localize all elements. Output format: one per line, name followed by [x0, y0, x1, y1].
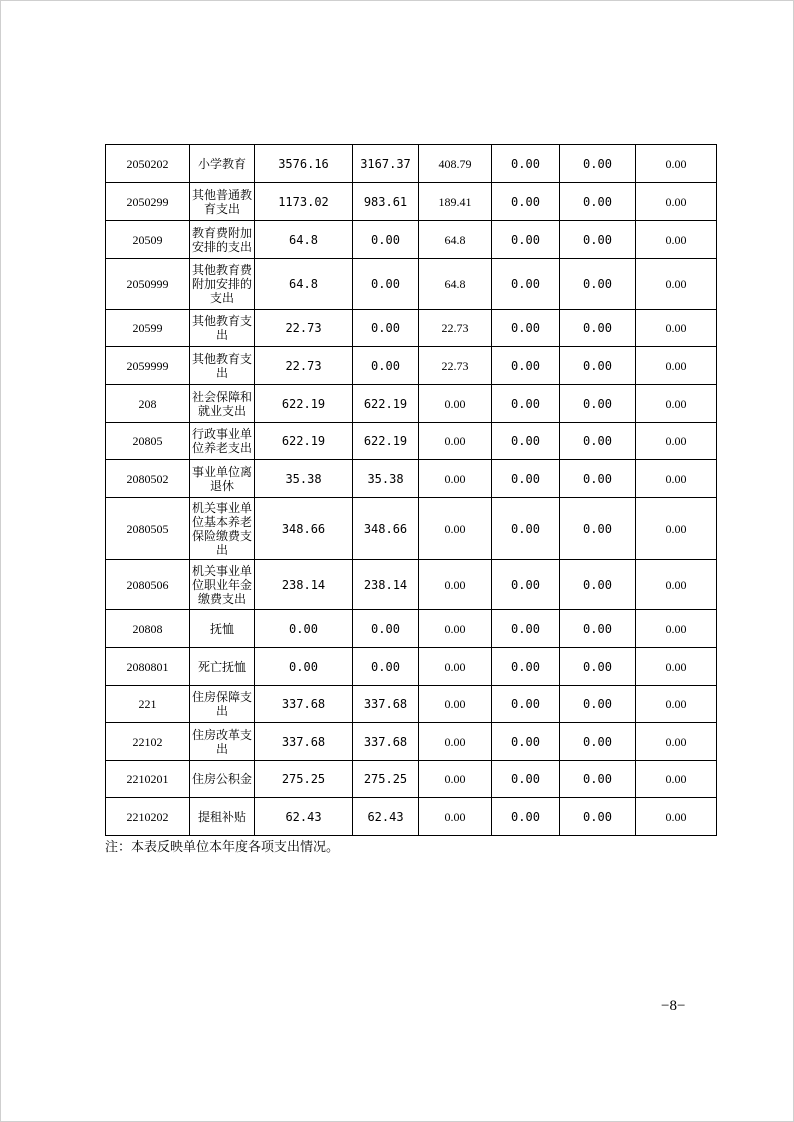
project-value: 0.00: [419, 761, 492, 798]
total-value: 0.00: [255, 610, 353, 648]
project-value: 64.8: [419, 221, 492, 259]
total-value: 1173.02: [255, 183, 353, 221]
col5-value: 0.00: [560, 460, 636, 498]
subject-code: 20805: [106, 423, 190, 460]
col6-value: 0.00: [636, 259, 717, 310]
project-value: 189.41: [419, 183, 492, 221]
basic-value: 0.00: [353, 648, 419, 686]
col5-value: 0.00: [560, 761, 636, 798]
subject-code: 2080506: [106, 560, 190, 610]
total-value: 348.66: [255, 498, 353, 560]
subject-name: 小学教育: [190, 145, 255, 183]
expenditure-table: [105, 144, 717, 836]
total-value: 35.38: [255, 460, 353, 498]
subject-code: 2080502: [106, 460, 190, 498]
project-value: 0.00: [419, 610, 492, 648]
subject-name: 机关事业单位职业年金缴费支出: [190, 560, 255, 610]
subject-name: 住房改革支出: [190, 723, 255, 761]
table-row: [106, 498, 717, 560]
col5-value: 0.00: [560, 385, 636, 423]
table-row: [106, 560, 717, 610]
col4-value: 0.00: [492, 648, 560, 686]
col4-value: 0.00: [492, 423, 560, 460]
total-value: 22.73: [255, 347, 353, 385]
total-value: 64.8: [255, 259, 353, 310]
col4-value: 0.00: [492, 498, 560, 560]
table-row: [106, 798, 717, 836]
col6-value: 0.00: [636, 560, 717, 610]
col4-value: 0.00: [492, 221, 560, 259]
col6-value: 0.00: [636, 761, 717, 798]
table-row: [106, 723, 717, 761]
table-row: [106, 610, 717, 648]
col6-value: 0.00: [636, 648, 717, 686]
col5-value: 0.00: [560, 648, 636, 686]
table-row: [106, 221, 717, 259]
col6-value: 0.00: [636, 183, 717, 221]
col4-value: 0.00: [492, 183, 560, 221]
project-value: 0.00: [419, 498, 492, 560]
col4-value: 0.00: [492, 145, 560, 183]
subject-code: 2080801: [106, 648, 190, 686]
col4-value: 0.00: [492, 610, 560, 648]
basic-value: 337.68: [353, 723, 419, 761]
subject-name: 教育费附加安排的支出: [190, 221, 255, 259]
basic-value: 275.25: [353, 761, 419, 798]
subject-name: 其他教育支出: [190, 310, 255, 347]
basic-value: 238.14: [353, 560, 419, 610]
project-value: 0.00: [419, 798, 492, 836]
total-value: 62.43: [255, 798, 353, 836]
subject-name: 住房保障支出: [190, 686, 255, 723]
basic-value: 622.19: [353, 385, 419, 423]
col6-value: 0.00: [636, 686, 717, 723]
basic-value: 622.19: [353, 423, 419, 460]
table-row: [106, 347, 717, 385]
col4-value: 0.00: [492, 560, 560, 610]
table-row: [106, 686, 717, 723]
total-value: 622.19: [255, 385, 353, 423]
total-value: 0.00: [255, 648, 353, 686]
subject-code: 2210202: [106, 798, 190, 836]
subject-code: 2050202: [106, 145, 190, 183]
col5-value: 0.00: [560, 798, 636, 836]
subject-name: 社会保障和就业支出: [190, 385, 255, 423]
col5-value: 0.00: [560, 183, 636, 221]
total-value: 337.68: [255, 723, 353, 761]
col6-value: 0.00: [636, 798, 717, 836]
basic-value: 0.00: [353, 347, 419, 385]
basic-value: 62.43: [353, 798, 419, 836]
col6-value: 0.00: [636, 610, 717, 648]
project-value: 0.00: [419, 723, 492, 761]
total-value: 64.8: [255, 221, 353, 259]
col5-value: 0.00: [560, 560, 636, 610]
table-row: [106, 761, 717, 798]
table-note: 注：本表反映单位本年度各项支出情况。: [105, 840, 340, 855]
subject-code: 208: [106, 385, 190, 423]
subject-name: 其他教育支出: [190, 347, 255, 385]
col4-value: 0.00: [492, 310, 560, 347]
col5-value: 0.00: [560, 723, 636, 761]
basic-value: 0.00: [353, 610, 419, 648]
col5-value: 0.00: [560, 423, 636, 460]
col4-value: 0.00: [492, 385, 560, 423]
subject-code: 2210201: [106, 761, 190, 798]
subject-name: 提租补贴: [190, 798, 255, 836]
basic-value: 0.00: [353, 310, 419, 347]
subject-name: 机关事业单位基本养老保险缴费支出: [190, 498, 255, 560]
table-row: [106, 385, 717, 423]
project-value: 22.73: [419, 347, 492, 385]
total-value: 22.73: [255, 310, 353, 347]
basic-value: 3167.37: [353, 145, 419, 183]
col5-value: 0.00: [560, 310, 636, 347]
subject-name: 事业单位离退休: [190, 460, 255, 498]
col5-value: 0.00: [560, 347, 636, 385]
col6-value: 0.00: [636, 347, 717, 385]
col4-value: 0.00: [492, 798, 560, 836]
basic-value: 983.61: [353, 183, 419, 221]
col4-value: 0.00: [492, 259, 560, 310]
col4-value: 0.00: [492, 460, 560, 498]
project-value: 0.00: [419, 648, 492, 686]
basic-value: 0.00: [353, 221, 419, 259]
table-row: [106, 460, 717, 498]
col5-value: 0.00: [560, 221, 636, 259]
subject-code: 2080505: [106, 498, 190, 560]
page-number: −8−: [661, 998, 686, 1014]
project-value: 0.00: [419, 460, 492, 498]
subject-name: 其他普通教育支出: [190, 183, 255, 221]
total-value: 337.68: [255, 686, 353, 723]
col6-value: 0.00: [636, 221, 717, 259]
col6-value: 0.00: [636, 145, 717, 183]
subject-code: 2050299: [106, 183, 190, 221]
subject-code: 22102: [106, 723, 190, 761]
col6-value: 0.00: [636, 460, 717, 498]
col4-value: 0.00: [492, 686, 560, 723]
basic-value: 35.38: [353, 460, 419, 498]
col6-value: 0.00: [636, 423, 717, 460]
col4-value: 0.00: [492, 347, 560, 385]
subject-name: 抚恤: [190, 610, 255, 648]
col5-value: 0.00: [560, 610, 636, 648]
project-value: 64.8: [419, 259, 492, 310]
total-value: 238.14: [255, 560, 353, 610]
table-row: [106, 648, 717, 686]
table-row: [106, 310, 717, 347]
basic-value: 0.00: [353, 259, 419, 310]
col6-value: 0.00: [636, 385, 717, 423]
col4-value: 0.00: [492, 761, 560, 798]
subject-code: 2050999: [106, 259, 190, 310]
subject-code: 221: [106, 686, 190, 723]
basic-value: 337.68: [353, 686, 419, 723]
col6-value: 0.00: [636, 310, 717, 347]
subject-code: 20808: [106, 610, 190, 648]
col6-value: 0.00: [636, 498, 717, 560]
basic-value: 348.66: [353, 498, 419, 560]
table-row: [106, 259, 717, 310]
col4-value: 0.00: [492, 723, 560, 761]
subject-name: 死亡抚恤: [190, 648, 255, 686]
project-value: 408.79: [419, 145, 492, 183]
col5-value: 0.00: [560, 145, 636, 183]
project-value: 0.00: [419, 686, 492, 723]
col5-value: 0.00: [560, 259, 636, 310]
subject-code: 20509: [106, 221, 190, 259]
subject-code: 20599: [106, 310, 190, 347]
project-value: 0.00: [419, 423, 492, 460]
col6-value: 0.00: [636, 723, 717, 761]
subject-name: 住房公积金: [190, 761, 255, 798]
subject-name: 其他教育费附加安排的支出: [190, 259, 255, 310]
col5-value: 0.00: [560, 686, 636, 723]
total-value: 275.25: [255, 761, 353, 798]
project-value: 0.00: [419, 560, 492, 610]
subject-code: 2059999: [106, 347, 190, 385]
table-row: [106, 183, 717, 221]
table-row: [106, 145, 717, 183]
col5-value: 0.00: [560, 498, 636, 560]
project-value: 22.73: [419, 310, 492, 347]
table-row: [106, 423, 717, 460]
project-value: 0.00: [419, 385, 492, 423]
total-value: 3576.16: [255, 145, 353, 183]
subject-name: 行政事业单位养老支出: [190, 423, 255, 460]
total-value: 622.19: [255, 423, 353, 460]
